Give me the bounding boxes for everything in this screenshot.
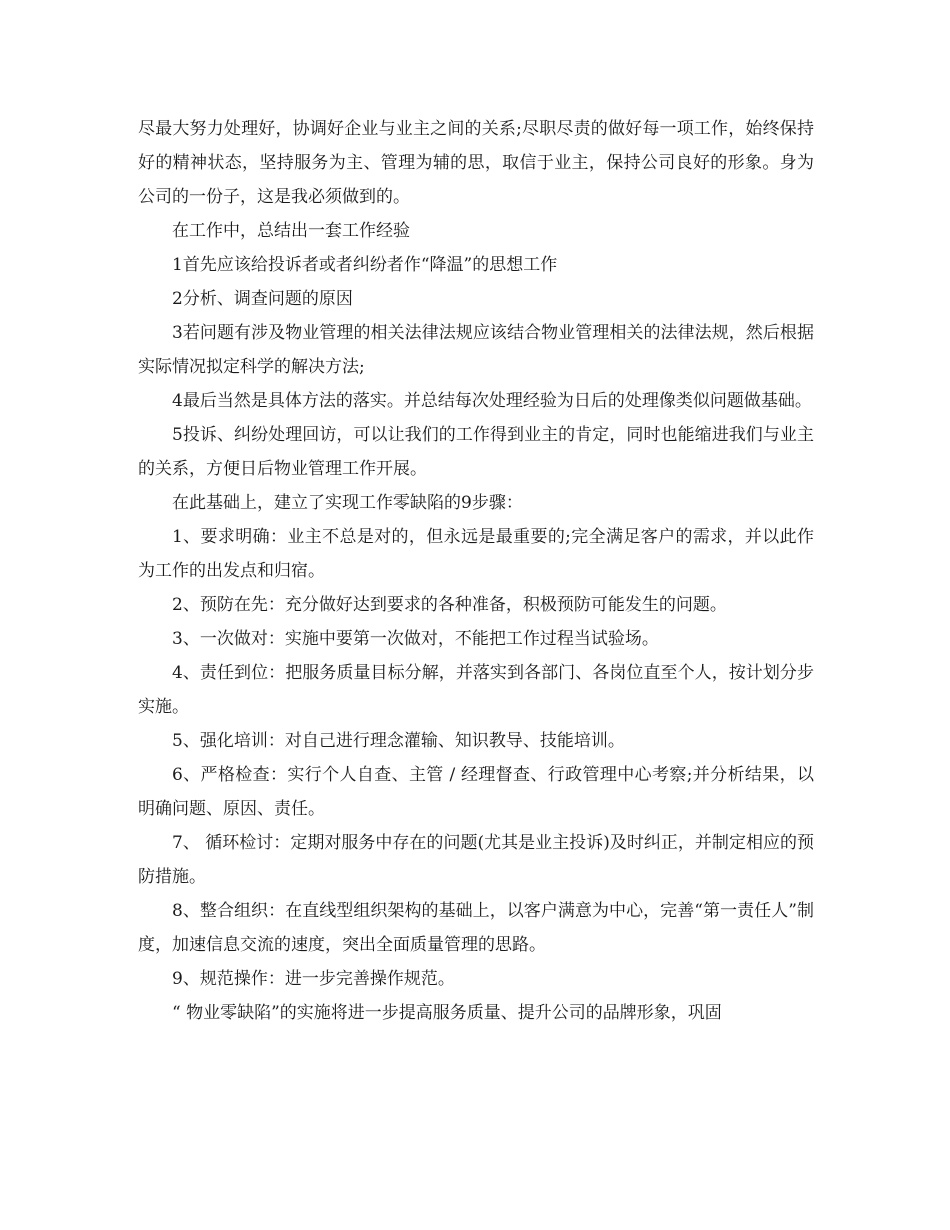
list-item: 6、严格检查：实行个人自查、主管 / 经理督查、行政管理中心考察;并分析结果，以明确问题、原因、责任。 — [138, 765, 814, 819]
paragraph: 在工作中，总结出一套工作经验 — [172, 221, 410, 241]
list-item: 9、规范操作：进一步完善操作规范。 — [172, 969, 455, 989]
list-item: 1、要求明确：业主不总是对的，但永远是最重要的;完全满足客户的需求，并以此作为工作的出发点和归宿。 — [138, 527, 814, 581]
list-item: 4最后当然是具体方法的落实。并总结每次处理经验为日后的处理像类似问题做基础。 — [172, 391, 812, 411]
list-item: 1首先应该给投诉者或者纠纷者作“降温”的思想工作 — [172, 255, 558, 275]
list-item: 3若问题有涉及物业管理的相关法律法规应该结合物业管理相关的法律法规，然后根据实际情况拟定科学的解决方法; — [138, 323, 814, 377]
document-body — [138, 112, 814, 1030]
list-item: 2分析、调查问题的原因 — [172, 289, 353, 309]
paragraph: “ 物业零缺陷”的实施将进一步提高服务质量、提升公司的品牌形象，巩固 — [172, 1003, 722, 1023]
list-item: 8、整合组织：在直线型组织架构的基础上，以客户满意为中心，完善“第一责任人”制度，加速信息交流的速度，突出全面质量管理的思路。 — [138, 901, 814, 955]
paragraph: 尽最大努力处理好，协调好企业与业主之间的关系;尽职尽责的做好每一项工作，始终保持好的精神状态，坚持服务为主、管理为辅的思，取信于业主，保持公司良好的形象。身为公司的一份子，这是我必须做到的。 — [138, 119, 814, 207]
list-item: 5、强化培训：对自己进行理念灌输、知识教导、技能培训。 — [172, 731, 625, 751]
list-item: 5投诉、纠纷处理回访，可以让我们的工作得到业主的肯定，同时也能缩进我们与业主的关系，方便日后物业管理工作开展。 — [138, 425, 814, 479]
list-item: 2、预防在先：充分做好达到要求的各种准备，积极预防可能发生的问题。 — [172, 595, 727, 615]
list-item: 4、责任到位：把服务质量目标分解，并落实到各部门、各岗位直至个人，按计划分步实施。 — [138, 663, 814, 717]
paragraph: 在此基础上，建立了实现工作零缺陷的9步骤： — [172, 493, 523, 513]
list-item: 3、一次做对：实施中要第一次做对，不能把工作过程当试验场。 — [172, 629, 659, 649]
list-item: 7、 循环检讨：定期对服务中存在的问题(尤其是业主投诉)及时纠正，并制定相应的预防措施。 — [138, 833, 814, 887]
